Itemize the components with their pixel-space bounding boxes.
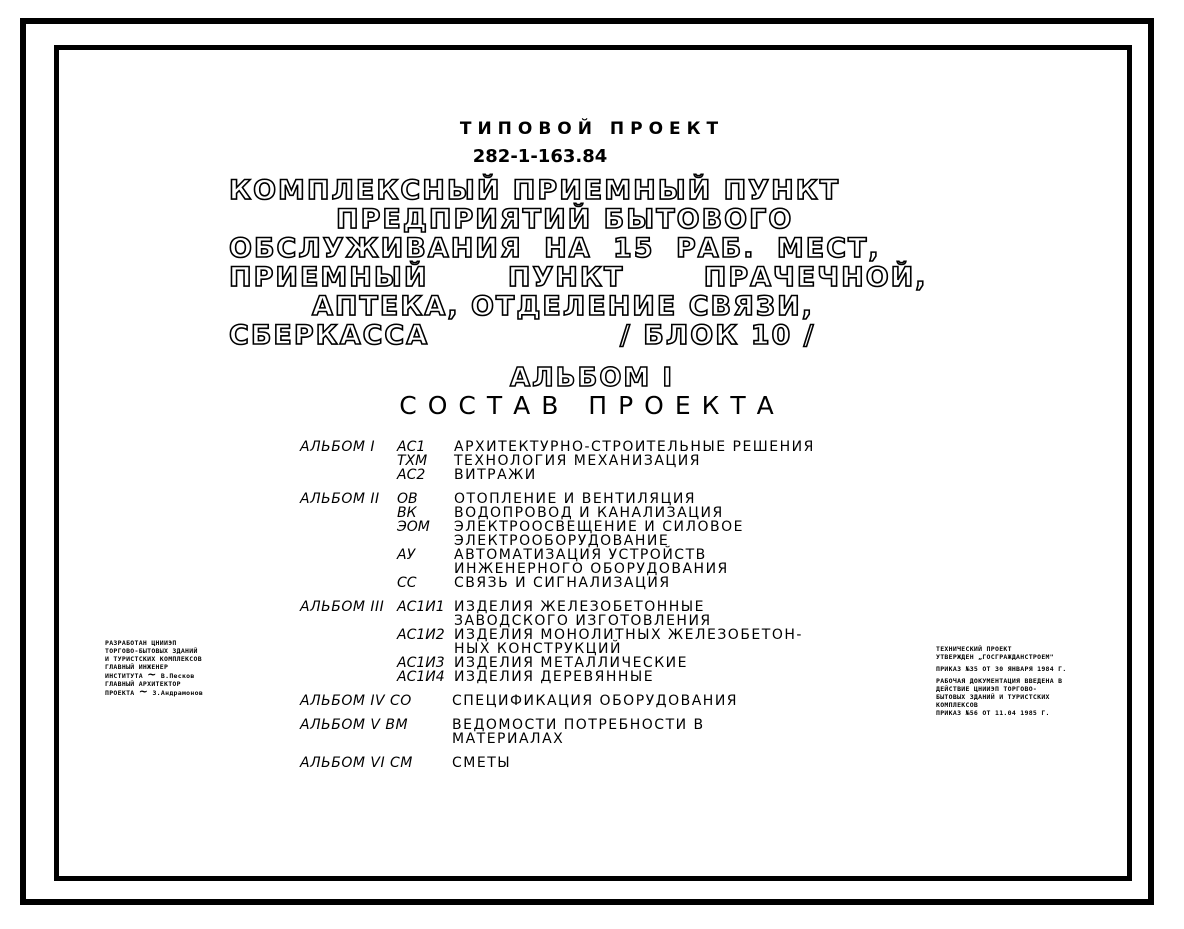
list-item <box>300 756 920 770</box>
stamp-line: ТОРГОВО-БЫТОВЫХ ЗДАНИЙ <box>105 647 198 655</box>
section-text: ВЕДОМОСТИ ПОТРЕБНОСТИ В <box>452 717 705 733</box>
stamp-line: ГЛАВНЫЙ АРХИТЕКТОР <box>105 680 181 688</box>
album-label <box>300 548 397 562</box>
title-block-number: / БЛОК 10 / <box>620 320 816 351</box>
album-label <box>300 520 397 534</box>
title-line: ПРИЕМНЫЙ ПУНКТ ПРАЧЕЧНОЙ, <box>229 262 928 293</box>
stamp-line: ПРИКАЗ №35 ОТ 30 ЯНВАРЯ 1984 Г. <box>936 665 1067 673</box>
section-text: МАТЕРИАЛАХ <box>452 731 565 747</box>
list-item <box>300 718 920 732</box>
section-text: ОТОПЛЕНИЕ И ВЕНТИЛЯЦИЯ <box>454 491 697 507</box>
album-label <box>300 576 397 590</box>
album-label <box>300 534 397 548</box>
album-heading: АЛЬБОМ I <box>509 363 675 393</box>
signature-mark: ~ <box>147 668 157 681</box>
section-text: ЭЛЕКТРООСВЕЩЕНИЕ И СИЛОВОЕ <box>454 519 744 535</box>
section-code: АУ <box>397 547 416 563</box>
project-code: 282-1-163.84 <box>472 146 608 167</box>
title-line: ПРЕДПРИЯТИЙ БЫТОВОГО <box>336 204 794 235</box>
list-item <box>300 506 920 520</box>
title-line: АПТЕКА, ОТДЕЛЕНИЕ СВЯЗИ, <box>312 291 814 322</box>
section-code: АС1И3 <box>397 655 445 671</box>
section-code: ВК <box>397 505 417 521</box>
stamp-line: ДЕЙСТВИЕ ЦНИИЭП ТОРГОВО- <box>936 685 1038 693</box>
section-code: АС1И2 <box>397 627 445 643</box>
section-text: СМЕТЫ <box>452 755 512 771</box>
stamp-line: ПРИКАЗ №56 ОТ 11.04 1985 Г. <box>936 709 1050 717</box>
album-label <box>300 468 397 482</box>
section-text: ТЕХНОЛОГИЯ МЕХАНИЗАЦИЯ <box>454 453 701 469</box>
album-label <box>300 656 397 670</box>
stamp-line: ГЛАВНЫЙ ИНЖЕНЕР <box>105 663 169 671</box>
stamp-line: БЫТОВЫХ ЗДАНИЙ И ТУРИСТСКИХ <box>936 693 1050 701</box>
section-code <box>397 642 454 656</box>
album-label <box>300 628 397 642</box>
stamp-line: ИНСТИТУТА <box>105 672 143 680</box>
section-text: СВЯЗЬ И СИГНАЛИЗАЦИЯ <box>454 575 671 591</box>
title-line: СБЕРКАССА <box>229 320 430 351</box>
section-code: АС1 <box>397 439 426 455</box>
list-item <box>300 694 920 708</box>
album-label: АЛЬБОМ II <box>300 491 380 507</box>
title-line-last <box>0 321 1184 350</box>
section-code <box>397 562 454 576</box>
album-label <box>300 732 452 746</box>
list-item <box>300 642 920 656</box>
album-group <box>300 492 920 590</box>
section-text: ИЗДЕЛИЯ ЖЕЛЕЗОБЕТОННЫЕ <box>454 599 705 615</box>
list-item <box>300 628 920 642</box>
album-group <box>300 694 920 708</box>
section-code: АС1И4 <box>397 669 445 685</box>
list-item <box>300 670 920 684</box>
section-text: ЭЛЕКТРООБОРУДОВАНИЕ <box>454 533 670 549</box>
approval-stamp <box>936 645 1067 717</box>
album-label: АЛЬБОМ III <box>300 599 385 615</box>
album-label: АЛЬБОМ IV СО <box>300 693 412 709</box>
album-group <box>300 756 920 770</box>
album-label: АЛЬБОМ VI СМ <box>300 755 413 771</box>
section-subtitle: СОСТАВ ПРОЕКТА <box>399 391 785 420</box>
section-code: АС1И1 <box>397 599 445 615</box>
list-item <box>300 562 920 576</box>
list-item <box>300 534 920 548</box>
title-line: КОМПЛЕКСНЫЙ ПРИЕМНЫЙ ПУНКТ <box>229 175 841 206</box>
stamp-line: КОМПЛЕКСОВ <box>936 701 979 709</box>
album-label: АЛЬБОМ V ВМ <box>300 717 409 733</box>
typical-project-label: ТИПОВОЙ ПРОЕКТ <box>459 119 725 139</box>
album-group <box>300 718 920 746</box>
section-text: ВИТРАЖИ <box>454 467 537 483</box>
list-item <box>300 492 920 506</box>
section-text: ЗАВОДСКОГО ИЗГОТОВЛЕНИЯ <box>454 613 712 629</box>
album-group <box>300 600 920 684</box>
section-text: ИЗДЕЛИЯ ДЕРЕВЯННЫЕ <box>454 669 655 685</box>
section-text: АРХИТЕКТУРНО-СТРОИТЕЛЬНЫЕ РЕШЕНИЯ <box>454 439 815 455</box>
list-item <box>300 732 920 746</box>
album-label <box>300 614 397 628</box>
section-text: ИЗДЕЛИЯ МЕТАЛЛИЧЕСКИЕ <box>454 655 688 671</box>
developer-stamp <box>105 639 203 697</box>
stamp-name: З.Андрамонов <box>152 689 204 697</box>
section-code: АС2 <box>397 467 426 483</box>
album-label <box>300 562 397 576</box>
stamp-line: ПРОЕКТА <box>105 689 135 697</box>
list-item <box>300 468 920 482</box>
section-code: ТХМ <box>397 453 428 469</box>
stamp-name: В.Песков <box>160 672 195 680</box>
list-item <box>300 548 920 562</box>
signature-mark: ~ <box>138 685 149 698</box>
section-code: ОВ <box>397 491 418 507</box>
section-text: СПЕЦИФИКАЦИЯ ОБОРУДОВАНИЯ <box>452 693 739 709</box>
album-label <box>300 506 397 520</box>
album-label <box>300 642 397 656</box>
stamp-line: РАБОЧАЯ ДОКУМЕНТАЦИЯ ВВЕДЕНА В <box>936 677 1063 685</box>
album-label <box>300 454 397 468</box>
album-label <box>300 670 397 684</box>
section-text: ИЗДЕЛИЯ МОНОЛИТНЫХ ЖЕЛЕЗОБЕТОН- <box>454 627 803 643</box>
list-item <box>300 600 920 614</box>
title-line: ОБСЛУЖИВАНИЯ НА 15 РАБ. МЕСТ, <box>229 233 881 264</box>
stamp-line: РАЗРАБОТАН ЦНИИЭП <box>105 639 177 647</box>
section-code: ЭОМ <box>397 519 430 535</box>
section-code <box>397 534 454 548</box>
list-item <box>300 576 920 590</box>
list-item <box>300 614 920 628</box>
section-text: НЫХ КОНСТРУКЦИЙ <box>454 641 622 657</box>
section-text: ИНЖЕНЕРНОГО ОБОРУДОВАНИЯ <box>454 561 729 577</box>
project-title <box>0 176 1184 350</box>
section-code <box>397 614 454 628</box>
section-text: АВТОМАТИЗАЦИЯ УСТРОЙСТВ <box>454 547 707 563</box>
contents-list <box>300 440 920 780</box>
list-item <box>300 656 920 670</box>
list-item <box>300 440 920 454</box>
album-label: АЛЬБОМ I <box>300 439 375 455</box>
list-item <box>300 520 920 534</box>
stamp-line: ТЕХНИЧЕСКИЙ ПРОЕКТ <box>936 645 1012 653</box>
stamp-line: И ТУРИСТСКИХ КОМПЛЕКСОВ <box>105 655 202 663</box>
album-group <box>300 440 920 482</box>
list-item <box>300 454 920 468</box>
section-text: ВОДОПРОВОД И КАНАЛИЗАЦИЯ <box>454 505 724 521</box>
stamp-line: УТВЕРЖДЕН „ГОСГРАЖДАНСТРОЕМ" <box>936 653 1054 661</box>
section-code: СС <box>397 575 417 591</box>
